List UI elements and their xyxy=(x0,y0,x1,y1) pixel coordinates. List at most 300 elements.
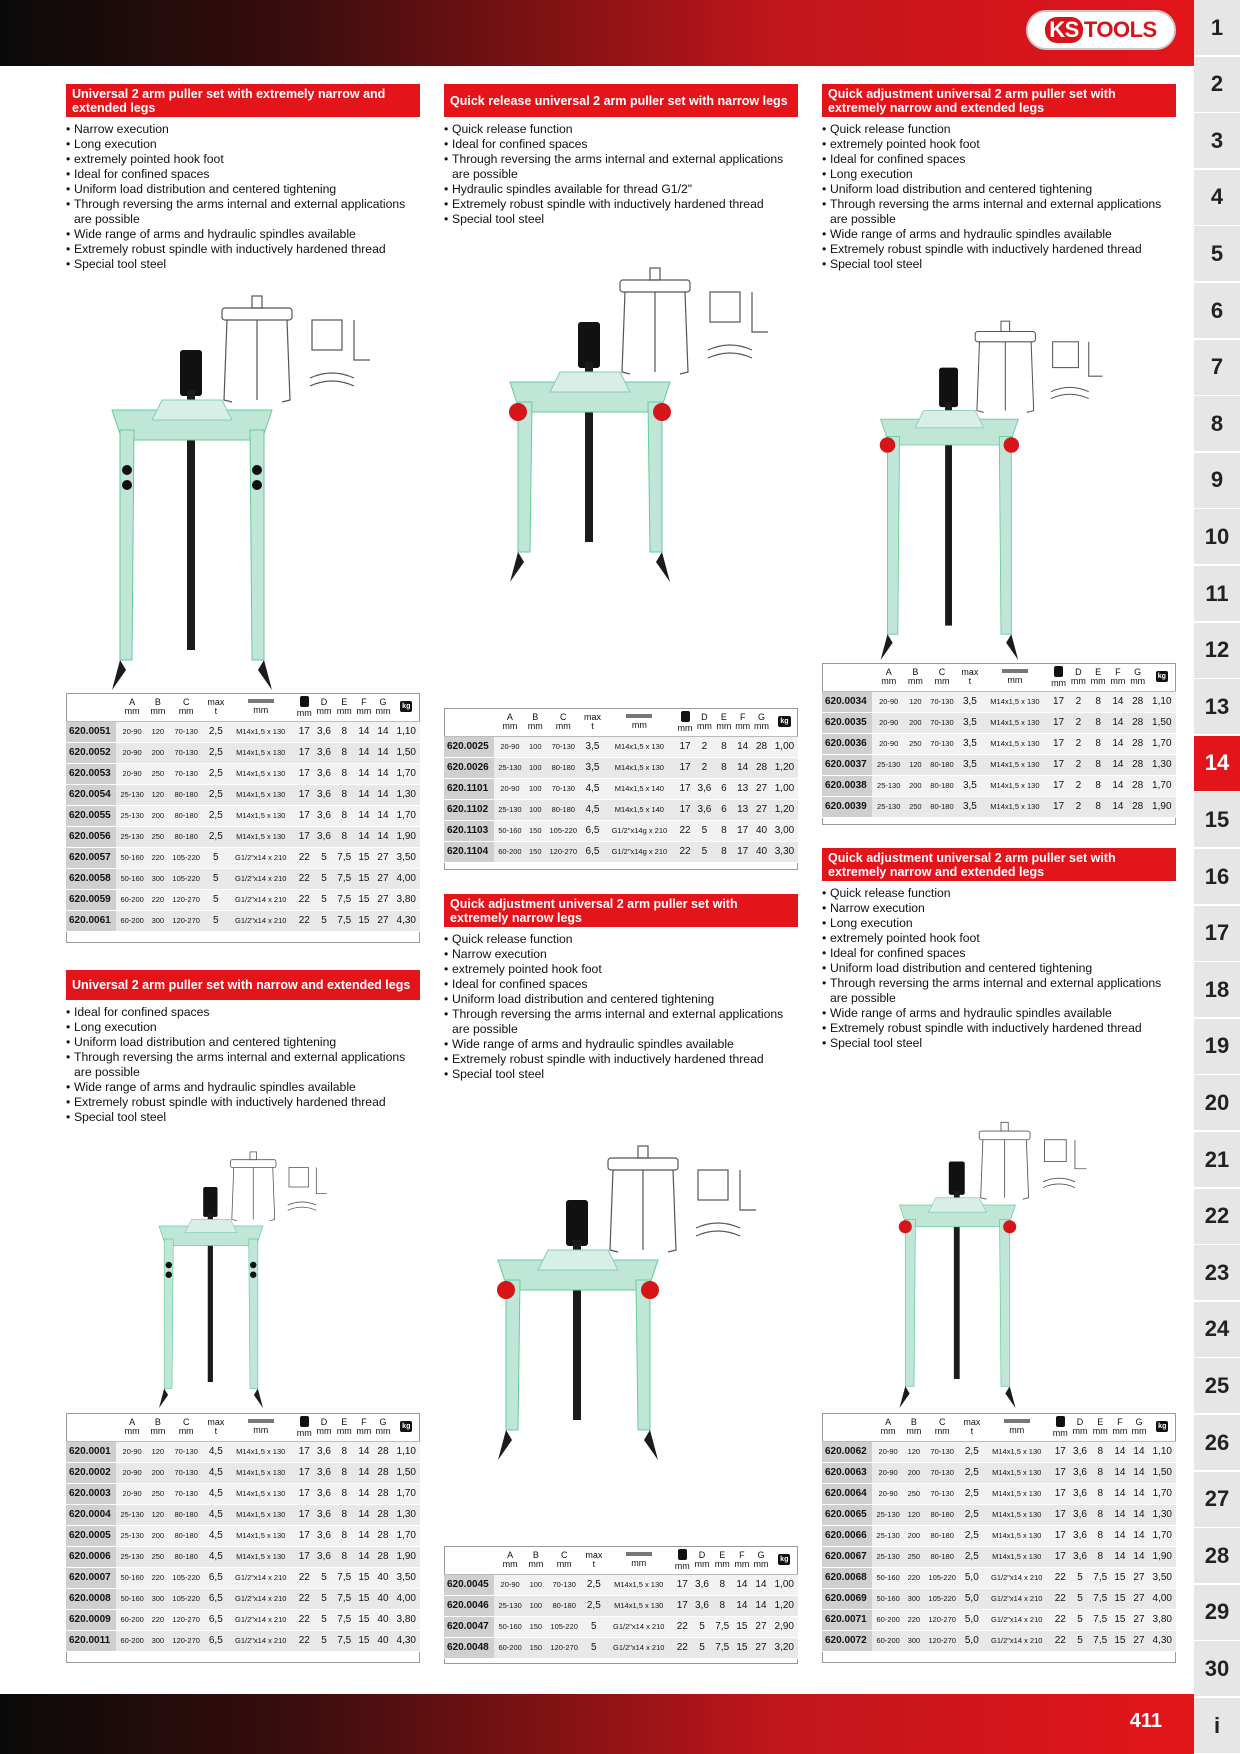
feature-item: • Long execution xyxy=(66,1020,420,1035)
table-cell: 17 xyxy=(1049,712,1069,733)
wrench-size-icon xyxy=(681,711,690,722)
table-cell: 14 xyxy=(1108,733,1128,754)
table-cell: 14 xyxy=(354,742,373,763)
header-g: G mm xyxy=(1129,1413,1148,1441)
chapter-tab-18[interactable]: 18 xyxy=(1194,962,1240,1017)
table-cell: 5 xyxy=(314,1567,334,1588)
weight-icon: kg xyxy=(780,718,789,726)
table-cell: 25-130 xyxy=(116,784,148,805)
table-cell: 14 xyxy=(1108,712,1128,733)
header-c: C mm xyxy=(923,1413,961,1441)
table-cell: 80-180 xyxy=(167,1525,205,1546)
article-number: 620.1101 xyxy=(444,778,494,799)
chapter-tab-5[interactable]: 5 xyxy=(1194,226,1240,281)
table-row xyxy=(66,721,420,742)
table-cell: 200 xyxy=(148,742,167,763)
table-cell: 15 xyxy=(1110,1609,1129,1630)
table-cell: 250 xyxy=(148,826,167,847)
table-cell: 4,30 xyxy=(1149,1630,1176,1651)
table-cell: 14 xyxy=(354,1441,373,1462)
header-spindle: mm xyxy=(603,708,675,736)
table-cell: 8 xyxy=(334,721,354,742)
table-cell: 28 xyxy=(1128,712,1148,733)
chapter-tab-12[interactable]: 12 xyxy=(1194,623,1240,678)
chapter-tab-27[interactable]: 27 xyxy=(1194,1472,1240,1527)
table-cell: 1,10 xyxy=(393,1441,420,1462)
table-cell: 3,6 xyxy=(314,1504,334,1525)
spindle-icon xyxy=(248,699,274,703)
wrench-size-icon xyxy=(678,1549,687,1560)
table-cell: 20-90 xyxy=(116,742,148,763)
table-cell: 1,20 xyxy=(771,757,798,778)
table-cell: 2 xyxy=(1068,712,1088,733)
table-cell: 17 xyxy=(1051,1546,1070,1567)
table-cell: 13 xyxy=(733,778,752,799)
section-1 xyxy=(444,84,798,227)
table-cell: 5 xyxy=(205,868,227,889)
table-cell: 70-130 xyxy=(545,778,582,799)
table-cell: 1,10 xyxy=(1149,1441,1176,1462)
table-cell: 7,5 xyxy=(334,1630,354,1651)
table-cell: 14 xyxy=(1129,1546,1148,1567)
chapter-tab-6[interactable]: 6 xyxy=(1194,283,1240,338)
table-cell: 7,5 xyxy=(334,910,354,931)
table-cell: 17 xyxy=(676,799,695,820)
table-cell: 80-180 xyxy=(545,757,582,778)
wrench-size-icon xyxy=(300,1416,309,1427)
table-cell: 8 xyxy=(714,820,733,841)
feature-item: • Extremely robust spindle with inductively hardened thread xyxy=(444,1052,798,1067)
table-cell: 300 xyxy=(904,1630,923,1651)
table-cell: 25-130 xyxy=(116,826,148,847)
section-title: Quick adjustment universal 2 arm puller set with extremely narrow and extended legs xyxy=(822,84,1176,117)
chapter-tab-7[interactable]: 7 xyxy=(1194,340,1240,395)
table-cell: 8 xyxy=(334,805,354,826)
table-cell: 5 xyxy=(205,889,227,910)
table-row xyxy=(822,1441,1176,1462)
spindle-icon xyxy=(626,714,652,718)
table-cell: 1,50 xyxy=(1148,712,1176,733)
table-cell: 14 xyxy=(1110,1525,1129,1546)
table-cell: 70-130 xyxy=(167,1462,205,1483)
article-number: 620.0052 xyxy=(66,742,116,763)
table-cell: 80-180 xyxy=(545,799,582,820)
table-cell: 105-220 xyxy=(545,820,582,841)
table-cell: 22 xyxy=(676,820,695,841)
section-5 xyxy=(822,848,1176,1051)
table-cell: 25-130 xyxy=(872,1504,904,1525)
table-cell: 28 xyxy=(373,1462,392,1483)
chapter-tab-22[interactable]: 22 xyxy=(1194,1189,1240,1244)
table-cell: 1,50 xyxy=(1149,1462,1176,1483)
table-cell: 28 xyxy=(752,736,771,757)
table-cell: 3,6 xyxy=(314,763,334,784)
table-row xyxy=(444,820,798,841)
feature-item: • Wide range of arms and hydraulic spindles available xyxy=(822,227,1176,242)
table-cell: 17 xyxy=(295,1504,314,1525)
section-2 xyxy=(822,84,1176,272)
article-number: 620.0045 xyxy=(444,1574,494,1595)
table-cell: 14 xyxy=(1110,1504,1129,1525)
table-cell: 120 xyxy=(904,1441,923,1462)
section-title: Quick release universal 2 arm puller set with narrow legs xyxy=(444,84,798,117)
table-cell: 105-220 xyxy=(167,868,205,889)
chapter-tab-11[interactable]: 11 xyxy=(1194,566,1240,621)
table-cell: 17 xyxy=(295,721,314,742)
header-c: C mm xyxy=(167,1413,205,1441)
table-cell: G1/2"x14 x 210 xyxy=(227,847,295,868)
header-spindle: mm xyxy=(981,663,1049,691)
feature-item: • Ideal for confined spaces xyxy=(444,977,798,992)
table-cell: 8 xyxy=(1088,796,1108,817)
spindle-icon xyxy=(1004,1419,1030,1423)
table-cell: 2,5 xyxy=(961,1525,983,1546)
chapter-tab-29[interactable]: 29 xyxy=(1194,1585,1240,1640)
table-cell: 150 xyxy=(526,1637,545,1658)
table-cell: G1/2"x14 x 210 xyxy=(227,910,295,931)
feature-item: • Uniform load distribution and centered tightening xyxy=(822,961,1176,976)
table-cell: 6,5 xyxy=(205,1567,227,1588)
weight-icon: kg xyxy=(780,1556,789,1564)
table-cell: 120 xyxy=(148,784,167,805)
table-cell: M14x1,5 x 130 xyxy=(981,754,1049,775)
table-cell: 80-180 xyxy=(925,775,958,796)
chapter-tab-17[interactable]: 17 xyxy=(1194,906,1240,961)
table-cell: 5 xyxy=(314,868,334,889)
table-cell: 17 xyxy=(1049,691,1069,712)
puller-illustration-1 xyxy=(490,262,810,662)
feature-list xyxy=(444,932,798,1082)
header-d: D mm xyxy=(692,1546,712,1574)
table-cell: 120-270 xyxy=(545,1637,583,1658)
table-cell: 220 xyxy=(148,847,167,868)
table-cell: 28 xyxy=(1128,733,1148,754)
table-row xyxy=(66,1483,420,1504)
chapter-tab-13[interactable]: 13 xyxy=(1194,679,1240,734)
article-number: 620.0036 xyxy=(822,733,872,754)
chapter-tab-14[interactable]: 14 xyxy=(1194,736,1240,791)
header-a: A mm xyxy=(872,663,905,691)
header-f: F mm xyxy=(354,693,373,721)
table-cell: 22 xyxy=(1051,1567,1070,1588)
chapter-tab-2[interactable]: 2 xyxy=(1194,57,1240,112)
section-title: Universal 2 arm puller set with narrow and extended legs xyxy=(66,970,420,1000)
table-cell: M14x1,5 x 130 xyxy=(983,1546,1051,1567)
table-cell: 1,10 xyxy=(1148,691,1176,712)
table-row xyxy=(66,763,420,784)
table-cell: 2 xyxy=(1068,796,1088,817)
table-cell: 14 xyxy=(1108,775,1128,796)
section-title: Quick adjustment universal 2 arm puller set with extremely narrow and extended legs xyxy=(822,848,1176,881)
table-cell: 70-130 xyxy=(545,736,582,757)
chapter-tab-16[interactable]: 16 xyxy=(1194,849,1240,904)
table-cell: 25-130 xyxy=(494,1595,526,1616)
table-cell: 250 xyxy=(905,796,925,817)
table-cell: 60-200 xyxy=(116,889,148,910)
table-cell: 14 xyxy=(354,763,373,784)
table-row xyxy=(66,868,420,889)
table-cell: 5,0 xyxy=(961,1609,983,1630)
table-cell: 80-180 xyxy=(167,805,205,826)
header-spindle: mm xyxy=(605,1546,673,1574)
table-cell: 28 xyxy=(752,757,771,778)
feature-item: • Ideal for confined spaces xyxy=(66,167,420,182)
header-e: E mm xyxy=(334,693,354,721)
header-f: F mm xyxy=(1110,1413,1129,1441)
table-cell: 2,5 xyxy=(961,1483,983,1504)
header-e: E mm xyxy=(1090,1413,1110,1441)
article-number: 620.0062 xyxy=(822,1441,872,1462)
table-cell: 27 xyxy=(751,1637,770,1658)
table-cell: 14 xyxy=(733,736,752,757)
chapter-tab-4[interactable]: 4 xyxy=(1194,170,1240,225)
header-b: B mm xyxy=(526,1546,545,1574)
table-cell: 28 xyxy=(1128,754,1148,775)
table-cell: 14 xyxy=(733,757,752,778)
table-cell: 8 xyxy=(714,757,733,778)
table-cell: M14x1,5 x 130 xyxy=(227,1525,295,1546)
table-cell: 250 xyxy=(148,1546,167,1567)
table-cell: 20-90 xyxy=(494,736,526,757)
table-cell: 4,5 xyxy=(205,1525,227,1546)
table-cell: 17 xyxy=(295,826,314,847)
table-cell: 5 xyxy=(314,1630,334,1651)
header-max: max t xyxy=(582,708,603,736)
table-row xyxy=(822,1483,1176,1504)
table-row xyxy=(822,1546,1176,1567)
table-row xyxy=(822,1525,1176,1546)
header-article xyxy=(444,708,494,736)
table-cell: 80-180 xyxy=(923,1504,961,1525)
table-cell: 4,5 xyxy=(582,778,603,799)
table-cell: M14x1,5 x 130 xyxy=(603,736,675,757)
table-cell: 25-130 xyxy=(494,757,526,778)
table-cell: 2 xyxy=(1068,733,1088,754)
chapter-tab-15[interactable]: 15 xyxy=(1194,792,1240,847)
table-cell: 15 xyxy=(354,1609,373,1630)
feature-list xyxy=(66,1005,420,1125)
chapter-tab-19[interactable]: 19 xyxy=(1194,1019,1240,1074)
feature-item: • Uniform load distribution and centered tightening xyxy=(822,182,1176,197)
table-cell: M14x1,5 x 130 xyxy=(227,805,295,826)
table-cell: 3,6 xyxy=(314,826,334,847)
feature-item: • Long execution xyxy=(822,167,1176,182)
header-weight xyxy=(1148,663,1176,691)
table-cell: 20-90 xyxy=(116,721,148,742)
table-cell: 15 xyxy=(732,1616,751,1637)
table-cell: 3,30 xyxy=(771,841,798,862)
article-number: 620.0072 xyxy=(822,1630,872,1651)
table-cell: 2 xyxy=(1068,691,1088,712)
table-cell: 25-130 xyxy=(872,754,905,775)
table-cell: 300 xyxy=(148,910,167,931)
article-number: 620.0038 xyxy=(822,775,872,796)
wrench-size-icon xyxy=(1054,666,1063,677)
table-cell: 50-160 xyxy=(872,1588,904,1609)
table-cell: 3,6 xyxy=(1070,1504,1090,1525)
table-cell: 120-270 xyxy=(923,1609,961,1630)
chapter-tab-8[interactable]: 8 xyxy=(1194,396,1240,451)
table-cell: 150 xyxy=(526,820,545,841)
table-cell: 3,80 xyxy=(393,889,420,910)
table-cell: 40 xyxy=(373,1567,392,1588)
table-cell: 3,6 xyxy=(1070,1441,1090,1462)
table-cell: 80-180 xyxy=(167,826,205,847)
table-row xyxy=(822,1504,1176,1525)
table-cell: 17 xyxy=(676,736,695,757)
table-cell: 27 xyxy=(752,799,771,820)
table-cell: M14x1,5 x 130 xyxy=(983,1462,1051,1483)
table-cell: 22 xyxy=(295,847,314,868)
spec-table-0 xyxy=(66,693,420,932)
table-cell: 2,5 xyxy=(583,1595,605,1616)
table-cell: 80-180 xyxy=(167,1546,205,1567)
table-cell: 20-90 xyxy=(872,1483,904,1504)
feature-item: • Extremely robust spindle with inductively hardened thread xyxy=(66,242,420,257)
header-f: F mm xyxy=(733,708,752,736)
feature-item: • Ideal for confined spaces xyxy=(66,1005,420,1020)
table-cell: 8 xyxy=(1090,1546,1110,1567)
chapter-tab-10[interactable]: 10 xyxy=(1194,509,1240,564)
chapter-tab-20[interactable]: 20 xyxy=(1194,1075,1240,1130)
table-cell: 60-200 xyxy=(116,1630,148,1651)
header-weight xyxy=(1149,1413,1176,1441)
article-number: 620.1102 xyxy=(444,799,494,820)
header-spindle: mm xyxy=(983,1413,1051,1441)
table-cell: 15 xyxy=(354,1567,373,1588)
table-cell: 5 xyxy=(205,847,227,868)
table-cell: 15 xyxy=(354,1588,373,1609)
table-cell: 5 xyxy=(583,1616,605,1637)
article-number: 620.0053 xyxy=(66,763,116,784)
chapter-tab-25[interactable]: 25 xyxy=(1194,1358,1240,1413)
table-row xyxy=(822,1630,1176,1651)
table-cell: 1,70 xyxy=(1149,1525,1176,1546)
feature-item: • Special tool steel xyxy=(66,1110,420,1125)
article-number: 620.0066 xyxy=(822,1525,872,1546)
table-cell: 120 xyxy=(148,1504,167,1525)
table-row xyxy=(822,733,1176,754)
header-c: C mm xyxy=(925,663,958,691)
table-cell: 3,5 xyxy=(959,712,981,733)
article-number: 620.0047 xyxy=(444,1616,494,1637)
header-b: B mm xyxy=(904,1413,923,1441)
article-number: 620.0001 xyxy=(66,1441,116,1462)
table-row xyxy=(66,784,420,805)
table-cell: 1,30 xyxy=(1149,1504,1176,1525)
table-cell: 22 xyxy=(295,1567,314,1588)
feature-item: • Wide range of arms and hydraulic spindles available xyxy=(66,227,420,242)
puller-illustration-2 xyxy=(826,316,1176,660)
table-cell: 6,5 xyxy=(582,820,603,841)
table-cell: 120-270 xyxy=(167,1630,205,1651)
table-cell: 7,5 xyxy=(334,1567,354,1588)
header-max: max t xyxy=(959,663,981,691)
table-cell: 28 xyxy=(1128,775,1148,796)
table-row xyxy=(444,757,798,778)
table-cell: 14 xyxy=(1129,1462,1148,1483)
table-cell: 4,00 xyxy=(1149,1588,1176,1609)
table-cell: 8 xyxy=(334,1441,354,1462)
table-cell: 70-130 xyxy=(923,1441,961,1462)
header-weight xyxy=(771,708,798,736)
table-cell: 1,20 xyxy=(771,1595,798,1616)
article-number: 620.0037 xyxy=(822,754,872,775)
feature-item: • Narrow execution xyxy=(66,122,420,137)
table-cell: 3,6 xyxy=(1070,1462,1090,1483)
header-d: D mm xyxy=(314,1413,334,1441)
header-article xyxy=(66,693,116,721)
table-cell: 17 xyxy=(295,763,314,784)
header-b: B mm xyxy=(148,693,167,721)
table-cell: 120-270 xyxy=(923,1630,961,1651)
chapter-tab-26[interactable]: 26 xyxy=(1194,1415,1240,1470)
chapter-tab-28[interactable]: 28 xyxy=(1194,1528,1240,1583)
chapter-tab-23[interactable]: 23 xyxy=(1194,1245,1240,1300)
table-cell: 17 xyxy=(1049,796,1069,817)
table-cell: 25-130 xyxy=(872,796,905,817)
table-cell: 1,70 xyxy=(1148,775,1176,796)
table-cell: 22 xyxy=(295,1609,314,1630)
feature-item: • Ideal for confined spaces xyxy=(822,152,1176,167)
table-cell: 250 xyxy=(148,1483,167,1504)
table-row xyxy=(822,1567,1176,1588)
table-cell: 8 xyxy=(714,841,733,862)
table-cell: G1/2"x14 x 210 xyxy=(983,1609,1051,1630)
chapter-tab-i[interactable]: i xyxy=(1194,1698,1240,1753)
article-number: 620.1104 xyxy=(444,841,494,862)
table-cell: 15 xyxy=(1110,1567,1129,1588)
chapter-tab-21[interactable]: 21 xyxy=(1194,1132,1240,1187)
table-cell: 120 xyxy=(905,754,925,775)
table-cell: 200 xyxy=(148,1462,167,1483)
header-d: D mm xyxy=(694,708,714,736)
header-f: F mm xyxy=(1108,663,1128,691)
puller-illustration-3 xyxy=(80,1148,420,1408)
puller-illustration-5 xyxy=(826,1118,1176,1408)
wrench-size-icon xyxy=(300,696,309,707)
chapter-tab-30[interactable]: 30 xyxy=(1194,1641,1240,1696)
table-cell: 5,0 xyxy=(961,1630,983,1651)
header-wrench-size: mm xyxy=(673,1546,692,1574)
table-cell: 50-160 xyxy=(116,847,148,868)
table-cell: 8 xyxy=(334,763,354,784)
table-cell: 5 xyxy=(314,1588,334,1609)
table-cell: 8 xyxy=(1088,691,1108,712)
table-cell: 17 xyxy=(295,1441,314,1462)
chapter-tab-3[interactable]: 3 xyxy=(1194,113,1240,168)
table-cell: 60-200 xyxy=(872,1630,904,1651)
table-cell: G1/2"x14 x 210 xyxy=(227,1588,295,1609)
table-cell: 8 xyxy=(1090,1441,1110,1462)
table-cell: 2,5 xyxy=(205,742,227,763)
table-cell: 25-130 xyxy=(116,1504,148,1525)
table-cell: 50-160 xyxy=(494,820,526,841)
header-wrench-size: mm xyxy=(1051,1413,1070,1441)
table-cell: 22 xyxy=(1051,1630,1070,1651)
table-row xyxy=(66,1441,420,1462)
chapter-tab-24[interactable]: 24 xyxy=(1194,1302,1240,1357)
feature-item: • Uniform load distribution and centered tightening xyxy=(66,1035,420,1050)
table-cell: 220 xyxy=(148,1567,167,1588)
chapter-tab-9[interactable]: 9 xyxy=(1194,453,1240,508)
article-number: 620.0046 xyxy=(444,1595,494,1616)
chapter-tab-1[interactable]: 1 xyxy=(1194,0,1240,55)
table-cell: 70-130 xyxy=(925,733,958,754)
puller-illustration-4 xyxy=(478,1140,798,1540)
table-cell: 3,6 xyxy=(1070,1546,1090,1567)
table-cell: 15 xyxy=(354,1630,373,1651)
